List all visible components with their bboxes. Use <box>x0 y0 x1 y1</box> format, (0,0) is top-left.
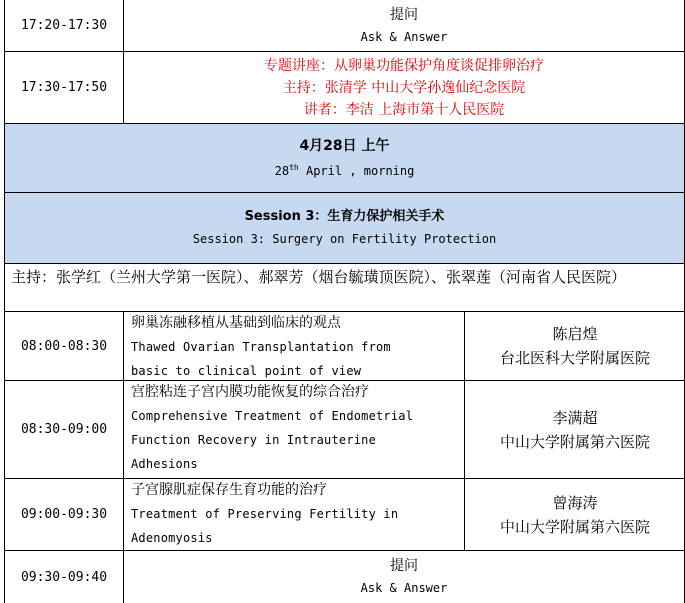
speaker-name: 李满超 <box>552 408 598 427</box>
speaker-affiliation: 台北医科大学附属医院 <box>499 349 650 367</box>
talk-title-zh: 卵巢冻融移植从基础到临床的观点 <box>131 315 341 331</box>
talk-title-en: Thawed Ovarian Transplantation from <box>131 340 391 354</box>
qa-cell <box>124 0 684 51</box>
qa-row <box>4 0 685 52</box>
talk-row <box>4 479 685 551</box>
time-cell: 09:30-09:40 <box>5 551 124 603</box>
qa-cell <box>124 551 684 603</box>
lecture-row <box>4 52 685 124</box>
speaker-cell <box>466 312 684 380</box>
session-title-zh: Session 3：生育力保护相关手术 <box>244 209 445 224</box>
talk-title-en: Function Recovery in Intrauterine <box>131 433 377 447</box>
qa-title-zh: 提问 <box>390 558 418 574</box>
day-cell <box>5 124 684 192</box>
day-title-en: 28th April , morning <box>274 162 415 178</box>
qa-title-en: Ask & Answer <box>360 29 448 44</box>
speaker-cell <box>466 381 684 478</box>
talk-title-en: Adenomyosis <box>131 531 213 545</box>
qa-title-zh: 提问 <box>390 6 418 23</box>
qa-row <box>4 551 685 603</box>
talk-title-en: Comprehensive Treatment of Endometrial <box>131 409 414 423</box>
talk-title-en: Adhesions <box>131 457 198 471</box>
session-title-en: Session 3: Surgery on Fertility Protection <box>192 232 497 246</box>
lecture-host: 主持：张清学 中山大学孙逸仙纪念医院 <box>282 79 526 96</box>
talk-title-zh: 宫腔粘连子宫内膜功能恢复的综合治疗 <box>131 384 369 400</box>
talk-title-cell <box>124 381 465 478</box>
speaker-affiliation: 中山大学附属第六医院 <box>499 517 650 536</box>
speaker-affiliation: 中山大学附属第六医院 <box>499 432 650 451</box>
talk-title-cell <box>124 312 465 380</box>
talk-title-cell <box>124 479 465 550</box>
lecture-topic: 专题讲座：从卵巢功能保护角度谈促排卵治疗 <box>264 57 544 74</box>
chairs-text: 主持：张学红（兰州大学第一医院）、郝翠芳（烟台毓璜顶医院）、张翠莲（河南省人民医院） <box>11 268 627 286</box>
time-cell: 08:30-09:00 <box>5 381 124 478</box>
day-banner <box>4 124 685 193</box>
talk-title-en: Treatment of Preserving Fertility in <box>131 507 399 521</box>
time-cell: 17:30-17:50 <box>5 52 124 123</box>
time-cell: 08:00-08:30 <box>5 312 124 380</box>
talk-row <box>4 381 685 479</box>
time-cell: 09:00-09:30 <box>5 479 124 550</box>
speaker-name: 陈启煌 <box>552 325 598 343</box>
speaker-name: 曾海涛 <box>552 493 598 512</box>
day-title-zh: 4月28日 上午 <box>299 137 390 154</box>
lecture-cell <box>124 52 684 123</box>
talk-row <box>4 312 685 381</box>
talk-title-zh: 子宫腺肌症保存生育功能的治疗 <box>131 482 327 498</box>
session-banner <box>4 193 685 264</box>
talk-title-en: basic to clinical point of view <box>131 364 362 378</box>
session-cell <box>5 193 684 263</box>
qa-title-en: Ask & Answer <box>360 581 448 595</box>
lecture-speaker: 讲者：李洁 上海市第十人民医院 <box>303 101 505 118</box>
time-cell: 17:20-17:30 <box>5 0 124 51</box>
chairs-row <box>4 264 685 312</box>
speaker-cell <box>466 479 684 550</box>
